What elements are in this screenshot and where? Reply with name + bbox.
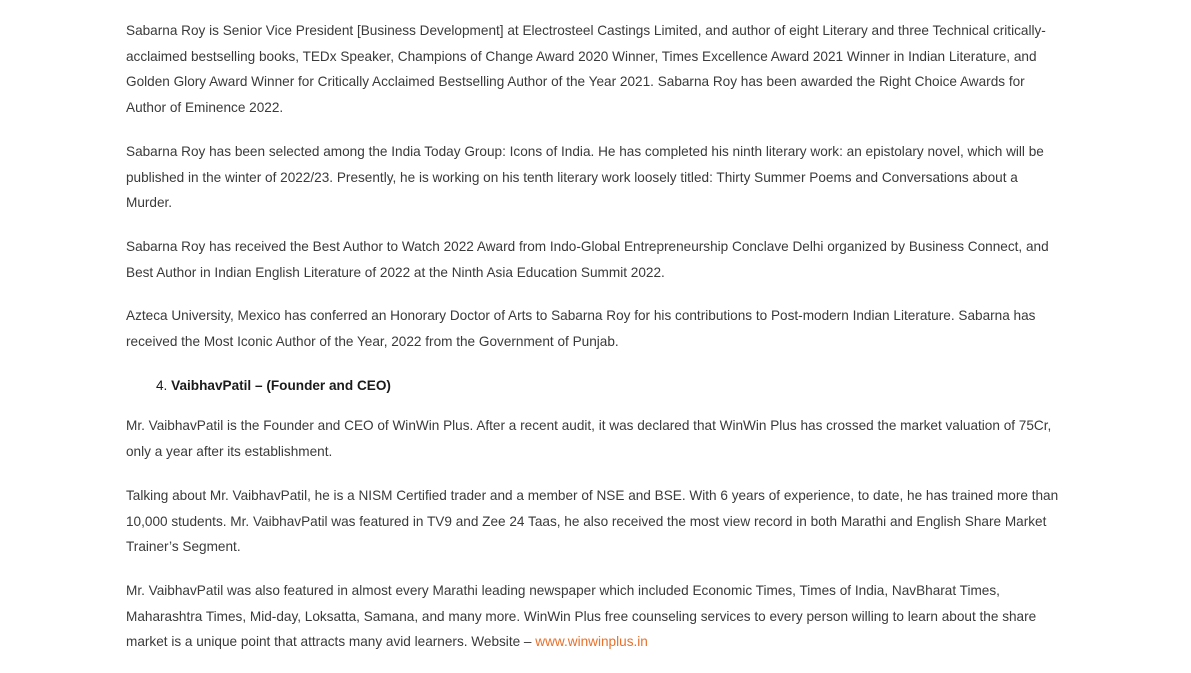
paragraph-patil-3	[126, 578, 1066, 655]
paragraph-roy-3: Sabarna Roy has received the Best Author to Watch 2022 Award from Indo-Global Entrepreneurship Conclave Delhi organized by Business Connect, and Best Author in Indian English Literature of 2022 at the Ninth Asia Education Summit 2022.	[126, 238, 1049, 280]
article-body	[126, 0, 1066, 673]
partial-heading	[126, 0, 1066, 1]
paragraph-roy-2: Sabarna Roy has been selected among the India Today Group: Icons of India. He has completed his ninth literary work: an epistolary novel, which will be published in the winter of 2022/23. Presently, he is working on his tenth literary work loosely titled: Thirty Summer Poems and Conversations about a Murder.	[126, 143, 1044, 211]
paragraph-patil-1: Mr. VaibhavPatil is the Founder and CEO of WinWin Plus. After a recent audit, it was declared that WinWin Plus has crossed the market valuation of 75Cr, only a year after its establishment.	[126, 418, 1052, 460]
section-title: VaibhavPatil – (Founder and CEO)	[171, 377, 391, 393]
section-heading-vaibhav-patil	[126, 373, 1066, 399]
paragraph-roy-4: Azteca University, Mexico has conferred an Honorary Doctor of Arts to Sabarna Roy for his contributions to Post-modern Indian Literature. Sabarna has received the Most Iconic Author of the Year, 2022 from the Government of Punjab.	[126, 308, 1036, 350]
section-number: 4.	[156, 377, 168, 393]
paragraph-roy-1: Sabarna Roy is Senior Vice President [Business Development] at Electrosteel Castings Limited, and author of eight Literary and three Technical critically-acclaimed bestselling books, TEDx Speaker, Champions of Change Award 2020 Winner, Times Excellence Award 2021 Winner in Indian Literature, and Golden Glory Award Winner for Critically Acclaimed Bestselling Author of the Year 2021. Sabarna Roy has been awarded the Right Choice Awards for Author of Eminence 2022.	[126, 23, 1046, 116]
paragraph-patil-2: Talking about Mr. VaibhavPatil, he is a NISM Certified trader and a member of NSE and BSE. With 6 years of experience, to date, he has trained more than 10,000 students. Mr. VaibhavPatil was featured in TV9 and Zee 24 Taas, he also received the most view record in both Marathi and English Share Market Trainer’s Segment.	[126, 487, 1059, 555]
paragraph-patil-3-text: Mr. VaibhavPatil was also featured in almost every Marathi leading newspaper which included Economic Times, Times of India, NavBharat Times, Maharashtra Times, Mid-day, Loksatta, Samana, and many more. WinWin Plus free counseling services to every person willing to learn about the share market is a unique point that attracts many avid learners. Website –	[126, 582, 1037, 650]
website-link[interactable]: www.winwinplus.in	[535, 634, 648, 650]
